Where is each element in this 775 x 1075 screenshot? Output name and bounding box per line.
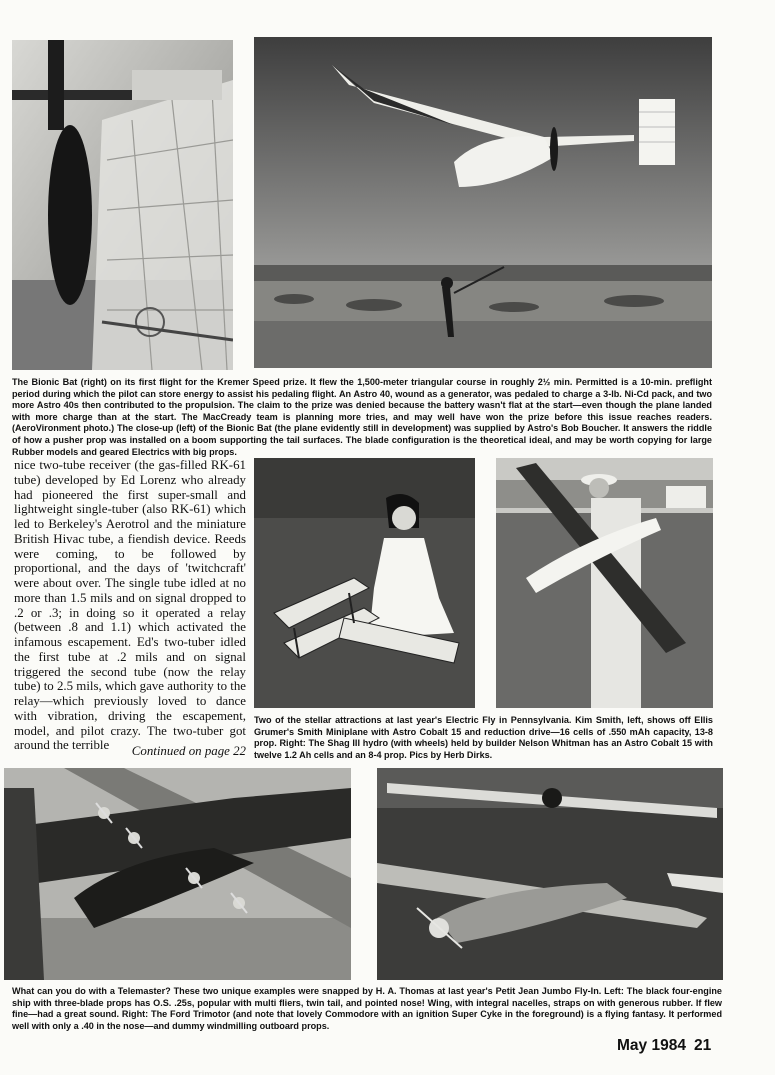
caption-bionic-bat: The Bionic Bat (right) on its first flight for the Kremer Speed prize. It flew the 1,500-meter triangular course in roughly 2½ min. Permitted is a 10-min. preflight period during which the pilot can store energy to assist his pedaling flight. An Astro 40, wound as a generator, was pedaled to charge a 3-lb. Ni-Cd pack, and two more Astro 40s then contributed to the propulsion. The claim to the prize was denied because the battery wasn't flat at the start—even though the plane landed with more charge than at the start. The MacCready team is planning more tries, and may well have won the prize before this issue reaches readers. (AeroVironment photo.) The close-up (left) of the Bionic Bat (the plane evidently still in development) was supplied by Astro's Bob Boucher. It answers the riddle of how a pusher prop was installed on a boom supporting the tail surfaces. The blade configuration is the theoretical ideal, and may be worth copying for large Rubber models and geared Electrics with big props. <box>12 377 712 457</box>
photo-shag-hydro <box>496 458 713 708</box>
continued-jump-line: Continued on page 22 <box>131 744 246 758</box>
article-body-text: nice two-tube receiver (the gas-filled RK-61 tube) developed by Ed Lorenz who already had pioneered the first super-small and lightweight single-tuber (also RK-61) which led to Berkeley's Aerotrol and the miniature British Hivac tube, a fiendish device. Reeds were coming, to be followed by proportional, and the days of 'twitchcraft' were about over. The single tube idled at no more than 1.5 mils and on signal dropped to .2 or .3; in doing so it operated a relay (between .8 and 1.1) which activated the infamous escapement. Ed's two-tuber idled the first tube at .2 mils and on signal triggered the second tube (now the relay tube) to 2.5 mils, which gave authority to the relay—which previously loved to dance with vibration, driving the escapement, model, and pilot crazy. The two-tuber got around the terrible <box>14 458 246 753</box>
photo-kim-smith-miniplane <box>254 458 475 708</box>
issue-date: May 1984 <box>617 1037 686 1054</box>
page-footer <box>617 1037 711 1055</box>
photo-ford-trimotor <box>377 768 723 980</box>
photo-bionic-bat-closeup <box>12 40 233 370</box>
page-number: 21 <box>693 1037 712 1054</box>
caption-telemaster: What can you do with a Telemaster? These two unique examples were snapped by H. A. Thomas at last year's Petit Jean Jumbo Fly-In. Left: The black four-engine ship with three-blade props has O.S. .25s, popular with multi fliers, twin tail, and pointed nose! Wing, with integral nacelles, straps on with generous rubber. If flew fine—had a great sound. Right: The Ford Trimotor (and note that lovely Commodore with an ignition Super Cyke in the foreground) is a flying fantasy. It performed well with only a .40 in the nose—and dummy windmilling outboard props. <box>12 986 722 1031</box>
caption-electric-fly: Two of the stellar attractions at last year's Electric Fly in Pennsylvania. Kim Smith, left, shows off Ellis Grumer's Smith Miniplane with Astro Cobalt 15 and reduction drive—16 cells of .550 mAh capacity, 13-8 prop. Right: The Shag III hydro (with wheels) held by builder Nelson Whitman has an Astro Cobalt 15 with twelve 1.2 Ah cells and an 8-4 prop. Pics by Herb Dirks. <box>254 715 713 760</box>
photo-telemaster-black <box>4 768 351 980</box>
photo-bionic-bat-flight <box>254 37 712 368</box>
